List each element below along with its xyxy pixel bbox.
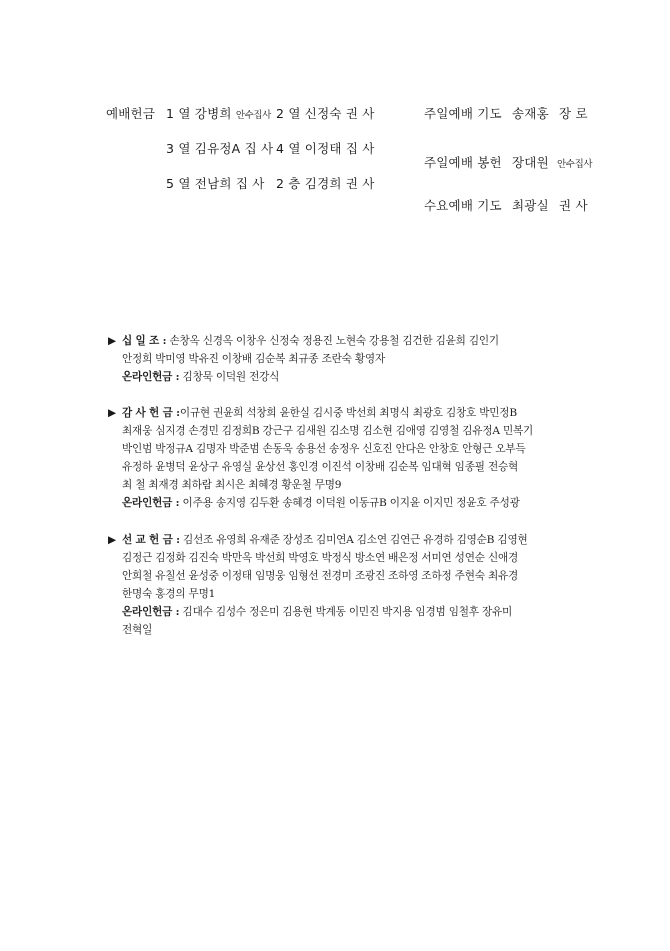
role-person: 최광실 [512, 198, 549, 213]
names-line: 유정하 윤병덕 윤상구 유영실 윤상선 홍인경 이진석 이창배 김순복 임대혁 임종필 전승혁 [122, 461, 519, 473]
entry-title: 권 사 [345, 176, 375, 191]
offering-entry [166, 104, 271, 122]
mission-offering-section [108, 531, 578, 639]
names-line: 최 철 최재경 최하람 최시은 최혜경 황운철 무명9 [122, 479, 342, 491]
entry-position: 4 열 [276, 141, 301, 156]
offering-entry [276, 139, 375, 157]
entry-position: 3 열 [166, 141, 191, 156]
role-title: 장 로 [559, 106, 588, 121]
section-header-line [108, 332, 578, 350]
section-label: 선 교 헌 금 : [122, 534, 180, 546]
names-line: 한명숙 홍경의 무명1 [122, 588, 216, 600]
role-title: 권 사 [559, 198, 588, 213]
names-line: 안희철 유칠선 윤성중 이정태 임명웅 임형선 전경미 조광진 조하영 조하정 주현숙 최유경 [122, 570, 519, 582]
offering-entry [276, 174, 375, 192]
role-entry [424, 153, 592, 171]
role-person: 장대원 [512, 155, 549, 170]
names-line: 박인범 박정규A 김명자 박준범 손동욱 송용선 송정우 신호진 안다은 안창호 안형근 오부득 [122, 443, 526, 455]
entry-title: 권 사 [345, 106, 375, 121]
role-entry [424, 196, 588, 214]
role-name: 주일예배 봉헌 [424, 155, 502, 170]
section-header-line [108, 404, 578, 422]
online-line [108, 368, 578, 386]
online-line [108, 603, 578, 621]
offering-entry [166, 139, 273, 157]
online-label: 온라인헌금 : [122, 606, 180, 618]
entry-position: 2 열 [276, 106, 301, 121]
role-title: 안수집사 [557, 159, 593, 170]
names-line: 전혁일 [122, 624, 153, 636]
entry-position: 5 열 [166, 176, 191, 191]
entry-name: 신정숙 [304, 106, 342, 121]
entry-name: 전남희 [194, 176, 232, 191]
role-name: 주일예배 기도 [424, 106, 502, 121]
entry-title: 집 사 [345, 141, 375, 156]
names-line: 김선조 유영희 유재준 장성조 김미연A 김소연 김연근 유경하 김영순B 김영현 [182, 534, 528, 546]
offering-entry [276, 104, 375, 122]
names-line: 김창묵 이덕원 전강식 [182, 371, 280, 383]
role-person: 송재홍 [512, 106, 549, 121]
names-line: 이주용 송지영 김두환 송혜경 이덕원 이동규B 이지윤 이지민 정윤호 주성광 [182, 497, 520, 509]
entry-name: 김경희 [304, 176, 342, 191]
entry-position: 1 열 [166, 106, 191, 121]
names-line: 이규현 권윤희 석창희 윤한실 김시중 박선희 최명식 최광호 김창호 박민정B [179, 407, 517, 419]
entry-name: 김유정A [194, 141, 241, 156]
online-label: 온라인헌금 : [122, 371, 180, 383]
section-label: 십 일 조 : [122, 335, 167, 347]
online-line [108, 494, 578, 512]
entry-name: 강병희 [194, 106, 232, 121]
entry-title: 집 사 [235, 176, 265, 191]
entry-position: 2 층 [276, 176, 301, 191]
triangle-bullet-icon: ▶ [108, 407, 116, 419]
role-name: 수요예배 기도 [424, 198, 502, 213]
entry-name: 이정태 [304, 141, 342, 156]
triangle-bullet-icon: ▶ [108, 534, 116, 546]
names-line: 최재웅 심지경 손경민 김정희B 강근구 김새원 김소명 김소현 김애영 김영철 김유정A 민복기 [122, 425, 534, 437]
entry-title: 집 사 [244, 141, 274, 156]
triangle-bullet-icon: ▶ [108, 335, 116, 347]
offering-label: 예배헌금 [106, 106, 156, 121]
entry-title: 안수집사 [235, 110, 271, 121]
section-label: 감 사 헌 금 : [122, 407, 180, 419]
names-line: 김정근 김정화 김진숙 박만옥 박선희 박영호 박정식 방소연 배은정 서미연 성연순 신애경 [122, 552, 519, 564]
names-line: 김대수 김성수 정은미 김용현 박계동 이민진 박지용 임경범 임철후 장유미 [182, 606, 513, 618]
names-line: 안정희 박미영 박유진 이창배 김순복 최규종 조란숙 황영자 [122, 353, 385, 365]
online-label: 온라인헌금 : [122, 497, 180, 509]
tithe-section [108, 332, 578, 386]
thanks-offering-section [108, 404, 578, 512]
names-line: 손창옥 신경옥 이창우 신정숙 정용진 노현숙 강용철 김건한 김윤희 김인기 [169, 335, 499, 347]
offering-entry [166, 174, 265, 192]
section-header-line [108, 531, 578, 549]
role-entry [424, 104, 588, 122]
